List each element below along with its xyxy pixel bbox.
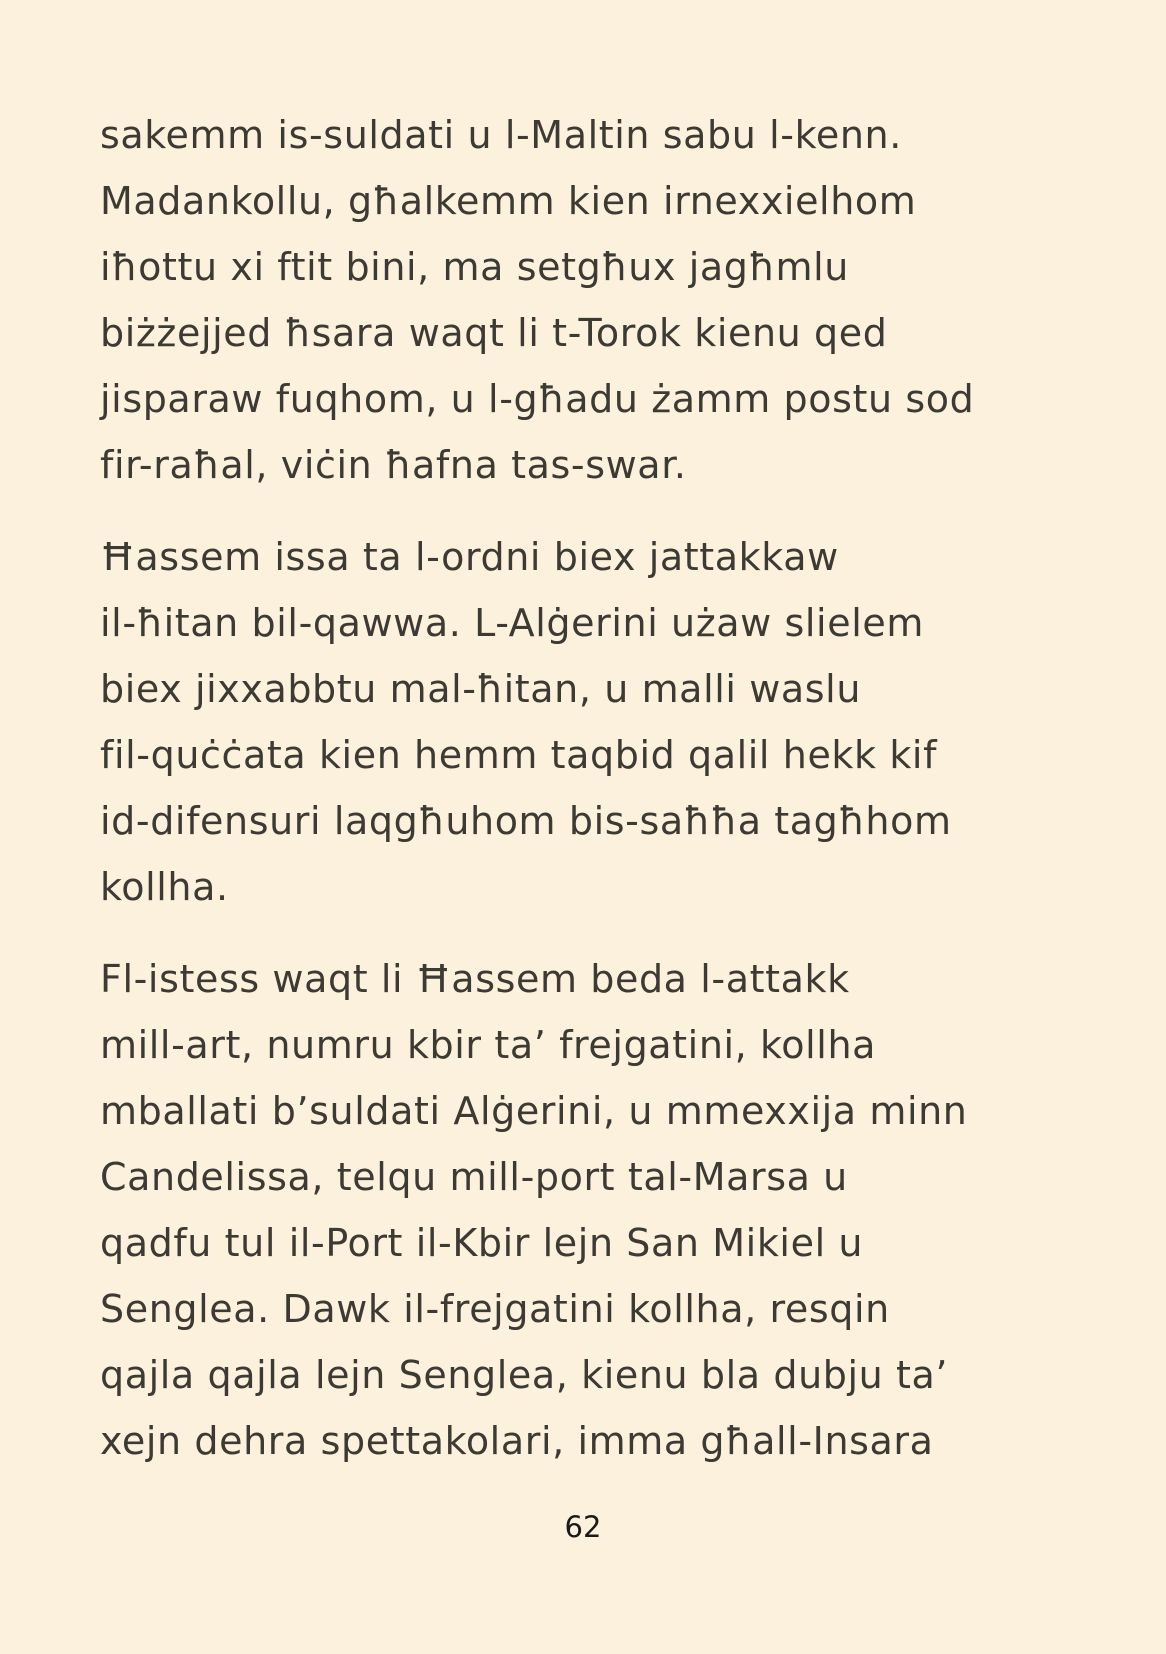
text-line: iħottu xi ftit bini, ma setgħux jagħmlu — [100, 245, 849, 289]
paragraph-2 — [100, 524, 1090, 920]
text-line: il-ħitan bil-qawwa. L-Alġerini użaw slielem — [100, 601, 924, 645]
text-line: Ħassem issa ta l-ordni biex jattakkaw — [100, 535, 839, 579]
paragraph-3 — [100, 946, 1090, 1474]
text-line: id-difensuri laqgħuhom bis-saħħa tagħhom — [100, 799, 952, 843]
body-text — [100, 102, 1090, 1500]
text-line: mballati b’suldati Alġerini, u mmexxija minn — [100, 1089, 968, 1133]
page-number: 62 — [564, 1510, 602, 1544]
text-line: jisparaw fuqhom, u l-għadu żamm postu sod — [100, 377, 975, 421]
text-line: Senglea. Dawk il-frejgatini kollha, resqin — [100, 1287, 890, 1331]
text-line: xejn dehra spettakolari, imma għall-Insara — [100, 1419, 934, 1463]
text-line: mill-art, numru kbir ta’ frejgatini, kollha — [100, 1023, 877, 1067]
paragraph-1 — [100, 102, 1090, 498]
text-line: sakemm is-suldati u l-Maltin sabu l-kenn. — [100, 113, 902, 157]
text-line: Fl-istess waqt li Ħassem beda l-attakk — [100, 957, 850, 1001]
text-line: Madankollu, għalkemm kien irnexxielhom — [100, 179, 917, 223]
text-line: fil-quċċata kien hemm taqbid qalil hekk kif — [100, 733, 938, 777]
text-line: fir-raħal, viċin ħafna tas-swar. — [100, 443, 687, 487]
text-line: biex jixxabbtu mal-ħitan, u malli waslu — [100, 667, 862, 711]
text-line: qadfu tul il-Port il-Kbir lejn San Mikiel u — [100, 1221, 864, 1265]
text-line: qajla qajla lejn Senglea, kienu bla dubju ta’ — [100, 1353, 949, 1397]
text-line: biżżejjed ħsara waqt li t-Torok kienu qed — [100, 311, 888, 355]
text-line: kollha. — [100, 865, 229, 909]
text-line: Candelissa, telqu mill-port tal-Marsa u — [100, 1155, 848, 1199]
